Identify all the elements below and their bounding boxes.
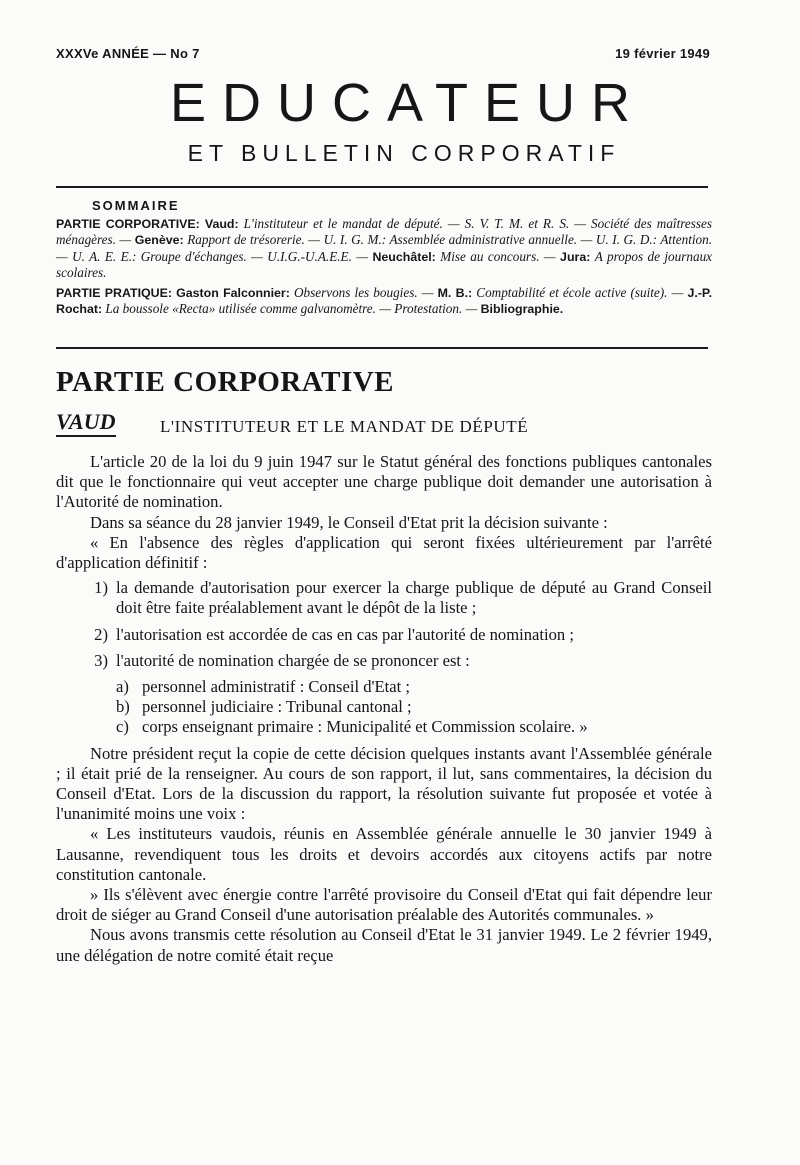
issue-line — [56, 46, 710, 61]
item-text: personnel judiciaire : Tribunal cantonal ; — [142, 697, 412, 717]
divider-top — [56, 186, 708, 188]
toc-bibliographie: Bibliographie. — [480, 302, 564, 316]
masthead-title: EDUCATEUR — [169, 73, 646, 133]
divider-bottom — [56, 347, 708, 349]
edition-label: XXXVe ANNÉE — No 7 — [56, 46, 200, 61]
item-text: personnel administratif : Conseil d'Etat ; — [142, 677, 410, 697]
toc-entry: Comptabilité et école active (suite). — — [476, 284, 684, 300]
toc-entry: La boussole «Recta» utilisée comme galvanomètre. — Protestation. — — [105, 301, 478, 316]
item-number: 2) — [94, 624, 108, 644]
toc-entry: Mise au concours. — — [440, 248, 556, 264]
canton-heading: VAUD — [56, 410, 116, 437]
item-letter: c) — [116, 717, 129, 737]
toc-entry: Rapport de trésorerie. — U. I. G. M.: Assemblée administrative annuelle. — U. I. G. D.: Attention. — U. A. E. E.: Groupe d'échanges. — U.I.G.-U.A.E.E. — — [56, 232, 713, 264]
paragraph: L'article 20 de la loi du 9 juin 1947 sur le Statut général des fonctions publiques cantonales dit que le fonctionnaire qui veut accepter une charge publique doit demander une autorisation à l'Autorité de nomination. — [56, 452, 712, 512]
paragraph: « Les instituteurs vaudois, réunis en Assemblée générale annuelle le 30 janvier 1949 à Lausanne, revendiquent tous les droits et devoirs accordés aux citoyens actifs par notre constitution cantonale. — [56, 824, 712, 884]
item-number: 1) — [94, 578, 108, 598]
paragraph: « En l'absence des règles d'application qui seront fixées ultérieurement par l'arrêté d'application définitif : — [56, 532, 712, 573]
lettered-item — [116, 677, 712, 697]
item-text: l'autorisation est accordée de cas en cas par l'autorité de nomination ; — [116, 624, 574, 644]
article-title: L'INSTITUTEUR ET LE MANDAT DE DÉPUTÉ — [160, 417, 529, 436]
toc-corporative-label: PARTIE CORPORATIVE: — [56, 216, 200, 231]
toc-title: SOMMAIRE — [92, 198, 180, 213]
article-body — [56, 452, 712, 966]
toc-section-geneve: Genève: — [134, 233, 184, 247]
item-letter: b) — [116, 697, 130, 717]
toc-section-neuchatel: Neuchâtel: — [372, 249, 436, 264]
toc-section-jura: Jura: — [560, 249, 591, 264]
numbered-item — [56, 625, 712, 645]
paragraph: Notre président reçut la copie de cette décision quelques instants avant l'Assemblée générale ; il était prié de la renseigner. Au cours de son rapport, il lut, sans commentaires, la décision du Conseil d'Etat. Lors de la discussion du rapport, la résolution suivante fut proposée et votée à l'unanimité moins une voix : — [56, 743, 712, 824]
item-letter: a) — [116, 677, 129, 697]
numbered-item — [56, 651, 712, 671]
toc-author: J.-P. Rochat: — [56, 285, 713, 316]
item-text: corps enseignant primaire : Municipalité et Commission scolaire. » — [142, 717, 588, 737]
toc-entry: Observons les bougies. — — [294, 284, 434, 300]
toc-pratique — [56, 285, 712, 318]
toc-section-vaud: Vaud: — [204, 216, 239, 231]
lettered-item — [116, 697, 712, 717]
paragraph: Dans sa séance du 28 janvier 1949, le Conseil d'Etat prit la décision suivante : — [90, 512, 608, 532]
toc-entry: L'instituteur et le mandat de député. — S. V. T. M. et R. S. — Société des maîtresses ménagères. — — [56, 215, 712, 247]
paragraph: Nous avons transmis cette résolution au Conseil d'Etat le 31 janvier 1949. Le 2 février 1949, une délégation de notre comité était reçue — [56, 925, 712, 965]
item-text: la demande d'autorisation pour exercer la charge publique de député au Grand Conseil doit être faite préalablement avant le dépôt de la liste ; — [116, 578, 712, 618]
item-text: l'autorité de nomination chargée de se prononcer est : — [116, 650, 470, 670]
toc-entry: A propos de journaux scolaires. — [56, 248, 713, 280]
paragraph: » Ils s'élèvent avec énergie contre l'arrêté provisoire du Conseil d'Etat qui fait dépendre leur droit de siéger au Grand Conseil d'une autorisation préalable des Autorités communales. » — [56, 885, 712, 925]
toc-corporative — [56, 216, 712, 281]
lettered-item — [116, 717, 712, 737]
toc-author: Gaston Falconnier: — [176, 285, 290, 300]
table-of-contents — [56, 198, 712, 322]
toc-author: M. B.: — [437, 285, 473, 300]
numbered-item — [56, 578, 712, 618]
masthead-subtitle: ET BULLETIN CORPORATIF — [187, 140, 621, 166]
toc-pratique-label: PARTIE PRATIQUE: — [56, 285, 173, 300]
item-number: 3) — [94, 650, 108, 670]
section-heading: PARTIE CORPORATIVE — [56, 366, 395, 398]
issue-date: 19 février 1949 — [615, 46, 710, 61]
